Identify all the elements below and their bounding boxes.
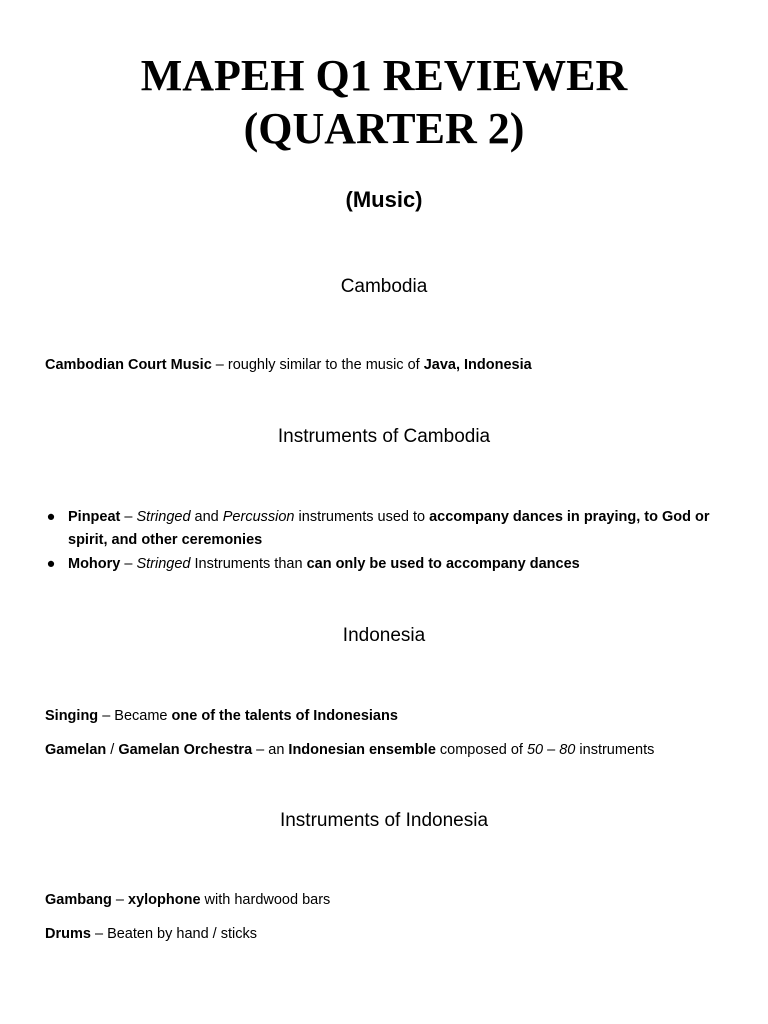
document-title-line-2: (QUARTER 2) <box>243 104 525 153</box>
emphasis-talents: one of the talents of Indonesians <box>171 708 398 724</box>
heading-cambodia: Cambodia <box>340 276 428 297</box>
emphasis-java-indonesia: Java, Indonesia <box>423 357 532 373</box>
list-item-mohory <box>45 553 735 576</box>
heading-instruments-of-cambodia: Instruments of Cambodia <box>277 426 491 447</box>
emphasis-accompany-dances: accompany dances in praying, to God or spirit, and other ceremonies <box>68 509 710 548</box>
term-gamelan: Gamelan <box>45 742 107 758</box>
paragraph-cambodian-court-music <box>45 355 745 375</box>
text: Instruments than <box>190 556 307 572</box>
bullet-icon: ● <box>46 509 56 525</box>
bullet-icon: ● <box>46 556 56 572</box>
term-pinpeat: Pinpeat <box>68 509 121 525</box>
text: and <box>190 509 223 525</box>
italic-stringed: Stringed <box>136 509 191 525</box>
term-gamelan-orchestra: Gamelan Orchestra <box>118 742 253 758</box>
text: instruments <box>575 742 655 758</box>
dash: – <box>211 357 228 373</box>
term-mohory: Mohory <box>68 556 121 572</box>
italic-percussion: Percussion <box>222 509 295 525</box>
definition-text: roughly similar to the music of <box>227 357 424 373</box>
heading-instruments-of-indonesia: Instruments of Indonesia <box>279 810 489 831</box>
emphasis-indonesian-ensemble: Indonesian ensemble <box>288 742 436 758</box>
text: instruments used to <box>294 509 430 525</box>
italic-stringed: Stringed <box>136 556 191 572</box>
dash: – an <box>252 742 289 758</box>
dash: – <box>90 926 108 942</box>
separator: / <box>106 742 119 758</box>
term-singing: Singing <box>45 708 99 724</box>
dash: – <box>120 556 137 572</box>
number-50: 50 <box>526 742 544 758</box>
paragraph-singing <box>45 706 745 726</box>
definition-text: Beaten by hand / sticks <box>107 926 257 942</box>
term-drums: Drums <box>45 926 91 942</box>
list-item-pinpeat <box>45 506 735 552</box>
dash: – <box>98 708 115 724</box>
heading-indonesia: Indonesia <box>342 625 426 646</box>
term-cambodian-court-music: Cambodian Court Music <box>45 357 212 373</box>
emphasis-only-accompany-dances: can only be used to accompany dances <box>306 556 580 572</box>
dash: – <box>111 892 128 908</box>
paragraph-gambang <box>45 890 745 910</box>
paragraph-gamelan <box>45 740 745 760</box>
definition-text: Became <box>114 708 172 724</box>
definition-text: with hardwood bars <box>200 892 331 908</box>
text: composed of <box>435 742 527 758</box>
number-80: 80 <box>559 742 576 758</box>
subtitle-music: (Music) <box>345 187 423 212</box>
paragraph-drums <box>45 924 745 944</box>
emphasis-xylophone: xylophone <box>128 892 201 908</box>
term-gambang: Gambang <box>45 892 112 908</box>
dash: – <box>543 742 560 758</box>
document-title-line-1: MAPEH Q1 REVIEWER <box>140 51 628 100</box>
dash: – <box>120 509 137 525</box>
